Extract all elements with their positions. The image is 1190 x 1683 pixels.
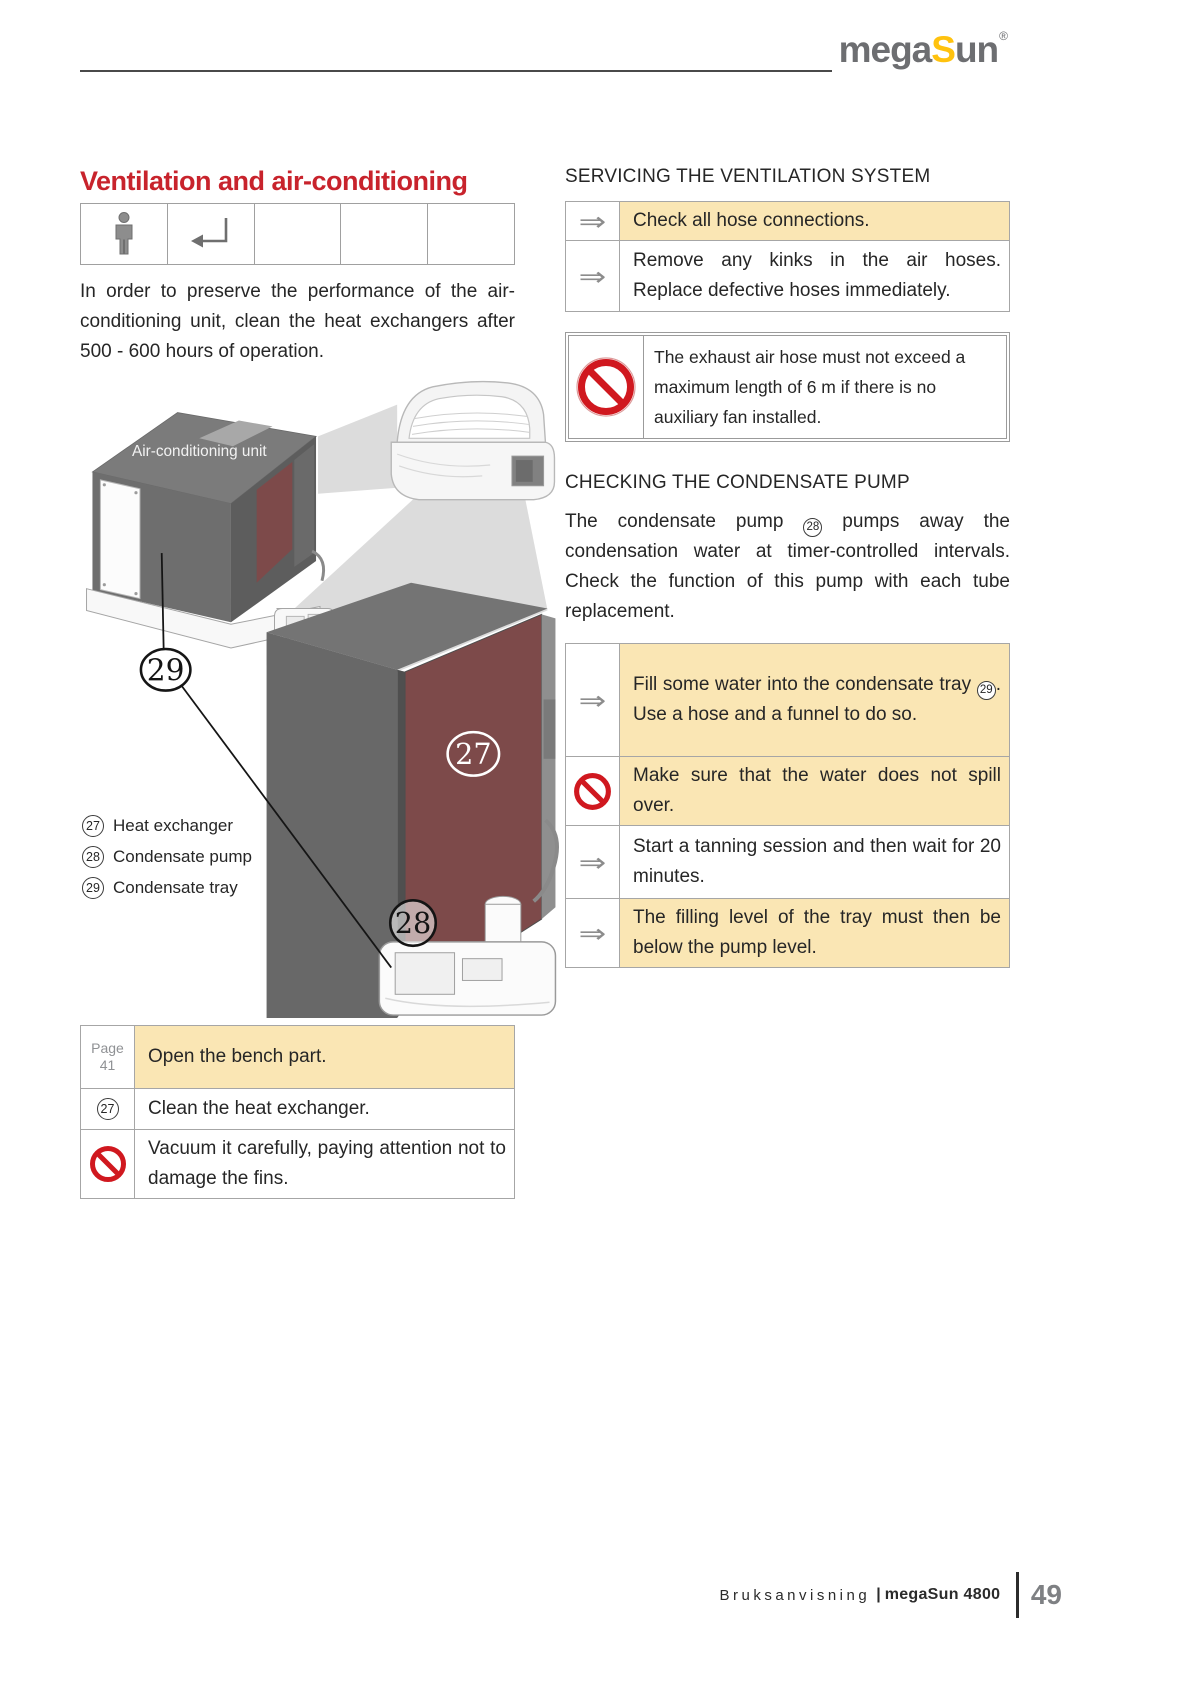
unit-label-text: Air-conditioning unit (132, 443, 267, 461)
legend-item (82, 877, 252, 899)
step-text: Open the bench part. (148, 1046, 327, 1068)
logo-suffix: un (954, 29, 999, 70)
instruction-row (566, 202, 1009, 241)
page-word: Page (91, 1040, 124, 1057)
callout-beam (318, 405, 397, 494)
step-text: Vacuum it carefully, paying attention not to damage the fins. (148, 1138, 506, 1190)
air-conditioning-diagram (80, 373, 560, 1021)
pictogram-cell-empty (428, 204, 514, 264)
instruction-row (566, 241, 1009, 311)
arrow-icon: ⇒ (578, 685, 607, 716)
instruction-row (566, 757, 1009, 826)
megasun-logo (839, 30, 1008, 68)
instruction-text: Make sure that the water does not spill over. (633, 765, 1001, 817)
page-number: 49 (1030, 1579, 1062, 1610)
model-name: megaSun 4800 (884, 1586, 1001, 1603)
paragraph-text: The condensate pump (565, 511, 804, 532)
instruction-segment: . Use a hose and a funnel to do so. (633, 674, 1001, 726)
section-heading: CHECKING THE CONDENSATE PUMP (565, 472, 910, 493)
callout-29-label: 29 (146, 652, 185, 688)
callout-27-label: 27 (455, 736, 492, 771)
circled-number: 27 (82, 815, 104, 837)
instruction-segment: Fill some water into the condensate tray (633, 674, 977, 696)
circled-number: 29 (82, 877, 104, 899)
circled-number: 27 (97, 1098, 119, 1120)
condensate-paragraph (565, 507, 1010, 627)
warning-text: The exhaust air hose must not exceed a maximum length of 6 m if there is no auxiliary fan installed. (654, 347, 966, 427)
arrow-icon: ⇒ (578, 261, 607, 291)
paragraph-text: pumps away the condensation water at timer-controlled intervals. Check the function of this pump with each tube replacement. (565, 511, 1010, 623)
detail-view (267, 583, 557, 1018)
maintenance-steps-table (80, 1025, 515, 1199)
ventilation-table (565, 201, 1010, 312)
pictogram-cell-empty (255, 204, 342, 264)
right-column (565, 166, 1010, 968)
diagram-legend (82, 815, 252, 908)
legend-label: Condensate pump (113, 847, 252, 867)
arrow-icon: ⇒ (578, 206, 607, 236)
legend-item (82, 815, 252, 837)
pictogram-cell (168, 204, 255, 264)
circled-number: 28 (82, 846, 104, 868)
instruction-text: Remove any kinks in the air hoses. Replace defective hoses immediately. (633, 250, 1001, 301)
instruction-row (566, 899, 1009, 967)
footer-divider (1016, 1572, 1019, 1618)
prohibition-icon (572, 771, 613, 812)
footer-separator: | (876, 1586, 881, 1603)
air-conditioning-unit (87, 413, 334, 648)
logo-prefix: mega (838, 29, 932, 70)
manual-name: Bruksanvisning (719, 1586, 871, 1604)
section-heading: SERVICING THE VENTILATION SYSTEM (565, 166, 931, 187)
callout-28-label: 28 (394, 905, 432, 940)
step-row (81, 1089, 514, 1130)
person-icon (107, 212, 141, 256)
circled-number: 28 (803, 518, 822, 537)
left-column (80, 166, 515, 1199)
instruction-text: Start a tanning session and then wait for 20 minutes. (633, 836, 1001, 888)
pictogram-cell-empty (341, 204, 428, 264)
prohibition-icon (88, 1144, 128, 1184)
prohibition-icon (575, 356, 637, 418)
return-arrow-icon (190, 214, 232, 254)
arrow-icon: ⇒ (578, 847, 607, 878)
legend-label: Heat exchanger (113, 816, 234, 836)
header-rule (80, 70, 832, 72)
arrow-icon: ⇒ (578, 918, 607, 949)
registered-mark: ® (999, 29, 1008, 43)
instruction-text: The filling level of the tray must then be below the pump level. (633, 907, 1001, 959)
unit-front-panel (100, 480, 140, 599)
condensate-pump-large (395, 953, 454, 995)
page-number-ref: 41 (99, 1057, 116, 1074)
page-footer (719, 1572, 1062, 1618)
step-row (81, 1026, 514, 1089)
instruction-row (566, 826, 1009, 899)
intro-paragraph: In order to preserve the performance of the air-conditioning unit, clean the heat exchangers after 500 - 600 hours of operation. (80, 281, 515, 363)
instruction-row (566, 644, 1009, 757)
diagram-illustration (80, 373, 560, 1021)
instruction-text (633, 670, 1001, 730)
page-title: Ventilation and air-conditioning (80, 166, 468, 196)
warning-box (565, 332, 1010, 442)
page-reference (81, 1026, 135, 1088)
step-text: Clean the heat exchanger. (148, 1098, 370, 1120)
pictogram-strip (80, 203, 515, 265)
condensate-table (565, 643, 1010, 968)
legend-item (82, 846, 252, 868)
circled-number: 29 (977, 681, 996, 700)
tanning-bed (391, 382, 554, 500)
legend-label: Condensate tray (113, 878, 238, 898)
instruction-text: Check all hose connections. (633, 210, 870, 231)
pictogram-cell (81, 204, 168, 264)
logo-accent: S (931, 29, 955, 70)
step-row (81, 1130, 514, 1198)
